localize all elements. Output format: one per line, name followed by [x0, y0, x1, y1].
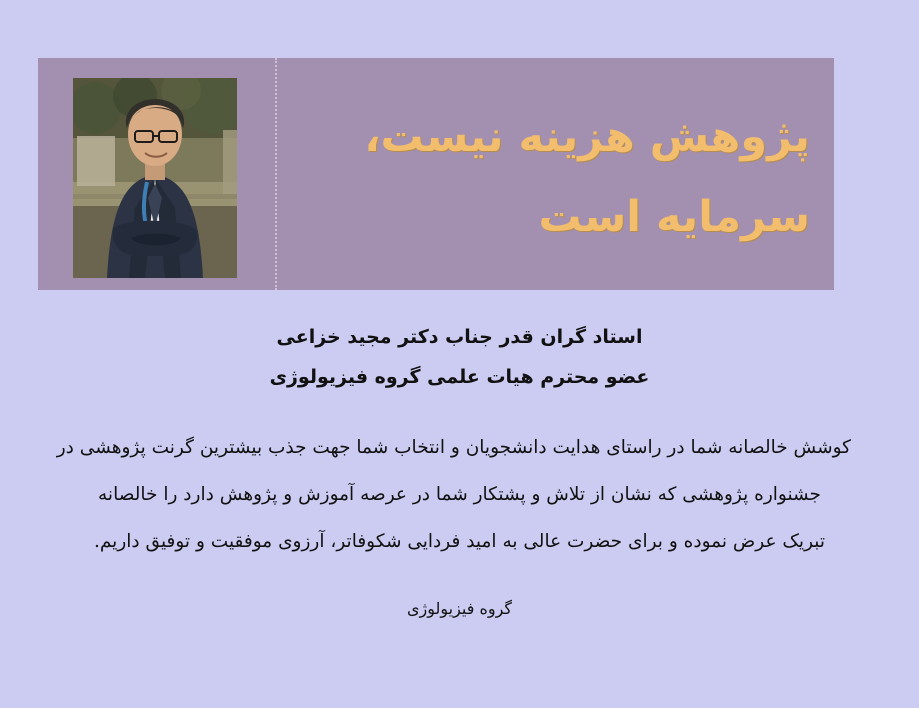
portrait-photo-image — [73, 78, 237, 278]
salutation — [50, 318, 869, 398]
banner-title — [270, 98, 810, 257]
notice-paragraph — [50, 424, 869, 566]
salutation-line-1: استاد گران قدر جناب دکتر مجید خزاعی — [276, 326, 643, 348]
notice-paragraph-line-2: جشنواره پژوهشی که نشان از تلاش و پشتکار شما در عرصه آموزش و پژوهش دارد را خالصانه — [98, 483, 821, 505]
notice-content — [50, 318, 869, 618]
header-banner — [38, 58, 834, 290]
portrait-photo — [73, 78, 237, 278]
notice-paragraph-line-1: کوشش خالصانه شما در راستای هدایت دانشجویان و انتخاب شما جهت جذب بیشترین گرنت پژوهشی در — [56, 436, 851, 458]
notice-paragraph-line-3: تبریک عرض نموده و برای حضرت عالی به امید فردایی شکوفاتر، آرزوی موفقیت و توفیق داریم. — [93, 531, 826, 553]
banner-title-line-1: پژوهش هزینه نیست، — [364, 112, 810, 162]
banner-title-line-2: سرمایه است — [538, 191, 810, 242]
salutation-line-2: عضو محترم هیات علمی گروه فیزیولوژی — [269, 365, 650, 388]
notice-signature: گروه فیزیولوژی — [406, 599, 513, 619]
